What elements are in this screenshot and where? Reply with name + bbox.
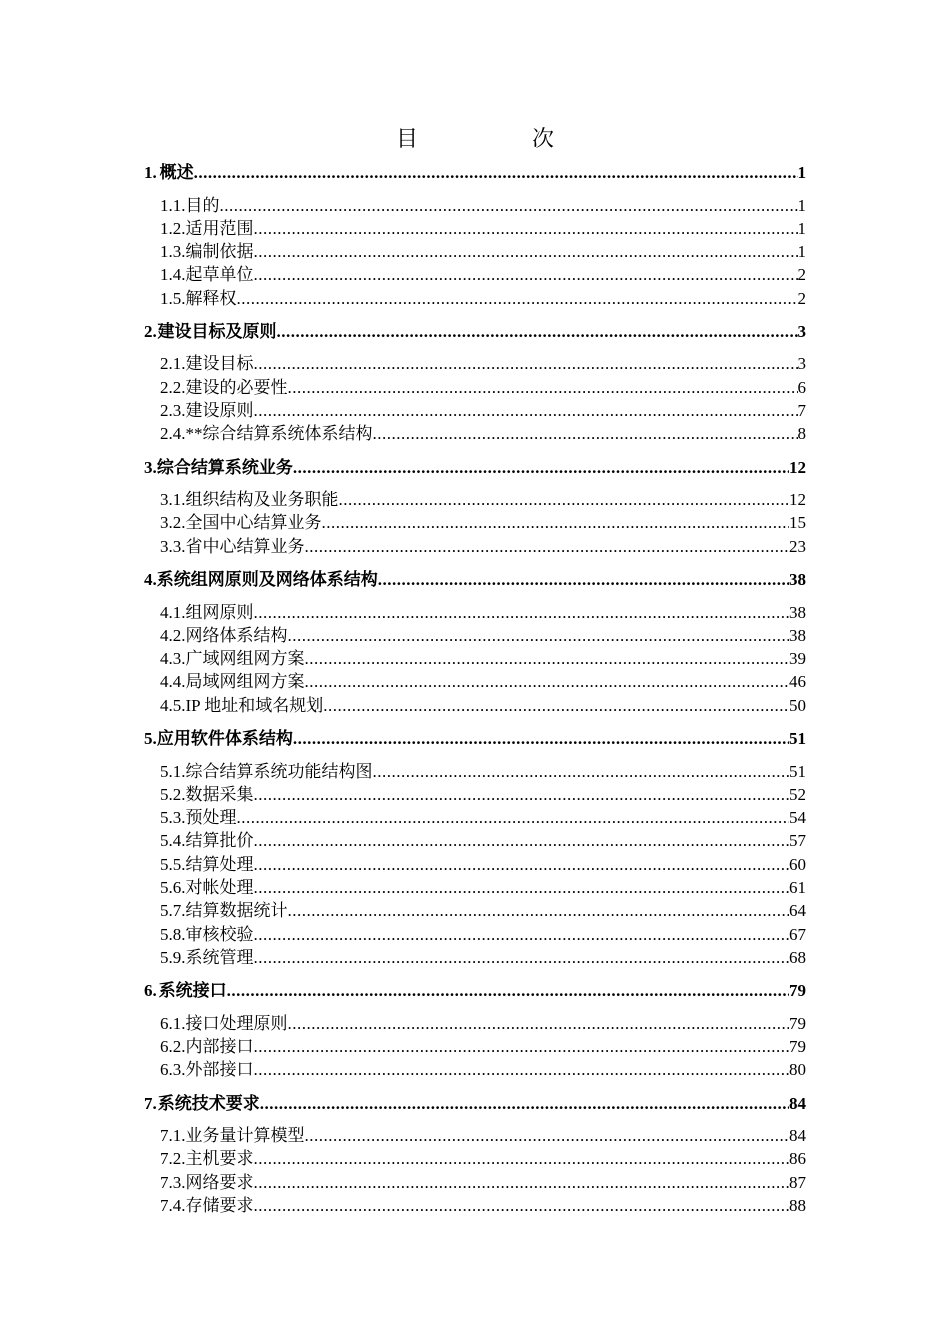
toc-entry-number: 5.9. (160, 947, 186, 967)
toc-leader-dots (254, 946, 790, 969)
toc-entry-title: 广域网组网方案 (185, 649, 305, 669)
toc-entry-number: 1.1. (160, 195, 186, 215)
toc-entry-level2[interactable] (144, 422, 806, 445)
toc-entry-level1[interactable] (144, 978, 806, 1003)
table-of-contents (144, 160, 806, 1217)
toc-entry-number: 1. (144, 163, 157, 182)
toc-entry-title: 省中心结算业务 (185, 536, 305, 556)
toc-entry-title: 组织结构及业务职能 (185, 490, 339, 510)
toc-entry-page: 6 (797, 377, 806, 397)
toc-entry-title: 组网原则 (185, 602, 254, 622)
toc-entry-title: 数据采集 (185, 784, 254, 804)
toc-entry-number: 6.3. (160, 1060, 186, 1080)
toc-entry-title: 结算处理 (185, 854, 254, 874)
toc-entry-number: 5.8. (160, 924, 186, 944)
toc-entry-level2[interactable] (144, 194, 806, 217)
toc-leader-dots (254, 829, 790, 852)
toc-entry-level2[interactable] (144, 1058, 806, 1081)
toc-entry-title: 系统接口 (158, 981, 227, 1001)
toc-entry-title: 系统组网原则及网络体系结构 (156, 570, 378, 590)
toc-entry-title: 系统技术要求 (157, 1093, 260, 1113)
toc-section (144, 160, 806, 310)
toc-entry-page: 80 (789, 1060, 806, 1080)
toc-entry-page: 39 (789, 649, 806, 669)
toc-entry-title: 综合结算系统功能结构图 (185, 761, 373, 781)
toc-entry-title: 应用软件体系结构 (156, 729, 293, 749)
toc-entry-level2[interactable] (144, 488, 806, 511)
toc-section (144, 455, 806, 558)
toc-leader-dots (227, 978, 789, 1003)
toc-entry-level2[interactable] (144, 1012, 806, 1035)
toc-entry-number: 3.1. (160, 490, 186, 510)
toc-entry-number: 5.7. (160, 901, 186, 921)
toc-entry-number: 6.2. (160, 1037, 186, 1057)
toc-entry-level2[interactable] (144, 760, 806, 783)
toc-entry-number: 5.5. (160, 854, 186, 874)
toc-leader-dots (254, 923, 790, 946)
toc-leader-dots (237, 287, 798, 310)
toc-entry-title: 主机要求 (185, 1149, 254, 1169)
toc-entry-title: 接口处理原则 (185, 1013, 288, 1033)
toc-leader-dots (254, 783, 790, 806)
toc-entry-number: 4.5. (160, 695, 186, 715)
toc-entry-level2[interactable] (144, 1124, 806, 1147)
toc-entry-title: 审核校验 (185, 924, 254, 944)
toc-entry-number: 5. (144, 729, 157, 749)
toc-entry-page: 1 (797, 195, 806, 215)
toc-leader-dots (254, 1171, 790, 1194)
toc-section (144, 978, 806, 1081)
toc-entry-number: 3.3. (160, 536, 186, 556)
toc-entry-page: 7 (797, 401, 806, 421)
toc-leader-dots (254, 1058, 790, 1081)
toc-entry-level2[interactable] (144, 946, 806, 969)
toc-entry-page: 12 (789, 490, 806, 510)
toc-entry-level2[interactable] (144, 263, 806, 286)
toc-entry-page: 61 (789, 878, 806, 898)
toc-entry-level2[interactable] (144, 647, 806, 670)
toc-entry-number: 4.2. (160, 625, 186, 645)
toc-entry-page: 23 (789, 536, 806, 556)
toc-entry-level1[interactable] (144, 1091, 806, 1116)
toc-entry-level1[interactable] (144, 319, 806, 344)
toc-entry-number: 6.1. (160, 1013, 186, 1033)
toc-entry-number: 1.2. (160, 218, 186, 238)
toc-entry-level1[interactable] (144, 567, 806, 592)
toc-entry-title: 网络体系结构 (185, 625, 288, 645)
toc-entry-number: 2.1. (160, 354, 186, 374)
toc-entry-title: 综合结算系统业务 (156, 457, 293, 477)
toc-entry-page: 79 (789, 981, 806, 1001)
toc-leader-dots (254, 240, 798, 263)
toc-entry-page: 87 (789, 1172, 806, 1192)
toc-entry-page: 38 (789, 625, 806, 645)
toc-entry-title: 结算批价 (185, 831, 254, 851)
toc-leader-dots (254, 876, 790, 899)
toc-entry-number: 2.4. (160, 424, 186, 444)
toc-entry-level2[interactable] (144, 601, 806, 624)
toc-entry-page: 60 (789, 854, 806, 874)
toc-leader-dots (288, 899, 790, 922)
toc-leader-dots (288, 1012, 790, 1035)
toc-entry-page: 8 (797, 424, 806, 444)
toc-entry-page: 38 (789, 602, 806, 622)
toc-entry-number: 7.4. (160, 1196, 186, 1215)
toc-section (144, 319, 806, 446)
toc-entry-page: 79 (789, 1013, 806, 1033)
toc-leader-dots (254, 217, 798, 240)
toc-entry-title: 全国中心结算业务 (185, 513, 322, 533)
toc-leader-dots (373, 760, 790, 783)
toc-entry-page: 64 (789, 901, 806, 921)
toc-entry-title: 外部接口 (185, 1060, 254, 1080)
toc-entry-number: 3.2. (160, 513, 186, 533)
toc-leader-dots (260, 1091, 789, 1116)
toc-entry-level2[interactable] (144, 1147, 806, 1170)
toc-entry-title: IP 地址和域名规划 (185, 695, 324, 715)
toc-entry-page: 84 (789, 1093, 806, 1113)
toc-entry-title: 建设原则 (185, 401, 254, 421)
toc-entry-page: 51 (789, 729, 806, 749)
toc-entry-level2[interactable] (144, 694, 806, 717)
toc-entry-page: 2 (797, 288, 806, 308)
toc-leader-dots (254, 1035, 790, 1058)
toc-entry-level2[interactable] (144, 1035, 806, 1058)
toc-entry-page: 1 (797, 163, 806, 182)
toc-entry-number: 7.3. (160, 1172, 186, 1192)
toc-leader-dots (323, 694, 789, 717)
toc-entry-level2[interactable] (144, 240, 806, 263)
toc-entry-title: 系统管理 (185, 947, 254, 967)
toc-entry-number: 2.3. (160, 401, 186, 421)
toc-entry-title: 局域网组网方案 (185, 672, 305, 692)
toc-leader-dots (288, 624, 790, 647)
toc-entry-title: **综合结算系统体系结构 (185, 424, 373, 444)
toc-entry-number: 5.1. (160, 761, 186, 781)
toc-entry-page: 84 (789, 1126, 806, 1146)
toc-leader-dots (293, 455, 789, 480)
toc-entry-page: 46 (789, 672, 806, 692)
toc-entry-title: 适用范围 (185, 218, 254, 238)
toc-entry-number: 7.2. (160, 1149, 186, 1169)
toc-leader-dots (254, 263, 798, 286)
toc-entry-page: 52 (789, 784, 806, 804)
toc-entry-level2[interactable] (144, 535, 806, 558)
toc-entry-page: 51 (789, 761, 806, 781)
toc-entry-level1[interactable] (144, 160, 806, 185)
toc-entry-title: 预处理 (185, 808, 237, 828)
toc-entry-number: 4. (144, 570, 157, 590)
toc-leader-dots (293, 726, 789, 751)
toc-entry-page: 88 (789, 1196, 806, 1215)
toc-entry-level2[interactable] (144, 1194, 806, 1217)
toc-entry-level2[interactable] (144, 217, 806, 240)
toc-entry-level2[interactable] (144, 876, 806, 899)
toc-entry-page: 15 (789, 513, 806, 533)
toc-entry-page: 54 (789, 808, 806, 828)
toc-leader-dots (305, 647, 790, 670)
toc-leader-dots (339, 488, 790, 511)
toc-entry-page: 67 (789, 924, 806, 944)
toc-leader-dots (254, 853, 790, 876)
toc-entry-number: 2. (144, 321, 157, 341)
toc-entry-level2[interactable] (144, 670, 806, 693)
toc-entry-level1[interactable] (144, 726, 806, 751)
toc-entry-number: 2.2. (160, 377, 186, 397)
toc-entry-title: 编制依据 (185, 242, 254, 262)
toc-entry-page: 3 (797, 321, 806, 341)
toc-leader-dots (254, 1147, 790, 1170)
toc-entry-title: 业务量计算模型 (185, 1126, 305, 1146)
toc-entry-page: 79 (789, 1037, 806, 1057)
toc-leader-dots (220, 194, 798, 217)
toc-leader-dots (378, 567, 789, 592)
toc-entry-page: 68 (789, 947, 806, 967)
toc-entry-page: 2 (797, 265, 806, 285)
toc-section (144, 1091, 806, 1218)
toc-section (144, 726, 806, 969)
toc-entry-title: 网络要求 (185, 1172, 254, 1192)
toc-entry-title: 概述 (159, 163, 194, 182)
toc-entry-level1[interactable] (144, 455, 806, 480)
toc-entry-title: 目的 (185, 195, 220, 215)
toc-entry-title: 建设目标及原则 (157, 321, 277, 341)
toc-entry-page: 57 (789, 831, 806, 851)
toc-title: 目 次 (395, 126, 600, 151)
toc-entry-number: 1.4. (160, 265, 186, 285)
toc-entry-level2[interactable] (144, 376, 806, 399)
toc-leader-dots (305, 670, 790, 693)
toc-entry-number: 5.4. (160, 831, 186, 851)
toc-entry-number: 6. (144, 981, 157, 1001)
toc-entry-page: 50 (789, 695, 806, 715)
toc-leader-dots (288, 376, 798, 399)
toc-entry-title: 起草单位 (185, 265, 254, 285)
toc-entry-title: 结算数据统计 (185, 901, 288, 921)
toc-entry-page: 38 (789, 570, 806, 590)
toc-entry-level2[interactable] (144, 511, 806, 534)
toc-entry-level2[interactable] (144, 899, 806, 922)
toc-entry-level2[interactable] (144, 829, 806, 852)
toc-entry-number: 4.4. (160, 672, 186, 692)
toc-entry-number: 3. (144, 457, 157, 477)
toc-entry-title: 建设的必要性 (185, 377, 288, 397)
toc-entry-title: 存储要求 (185, 1196, 254, 1215)
toc-entry-number: 4.3. (160, 649, 186, 669)
toc-entry-page: 1 (797, 218, 806, 238)
toc-leader-dots (254, 352, 798, 375)
toc-leader-dots (254, 601, 790, 624)
toc-entry-title: 对帐处理 (185, 878, 254, 898)
toc-entry-level2[interactable] (144, 923, 806, 946)
toc-entry-page: 1 (797, 242, 806, 262)
toc-leader-dots (305, 535, 790, 558)
toc-entry-number: 5.3. (160, 808, 186, 828)
toc-leader-dots (237, 806, 790, 829)
toc-entry-level2[interactable] (144, 853, 806, 876)
toc-entry-page: 86 (789, 1149, 806, 1169)
toc-section (144, 567, 806, 717)
toc-entry-number: 5.2. (160, 784, 186, 804)
toc-entry-level2[interactable] (144, 352, 806, 375)
toc-leader-dots (194, 160, 798, 185)
toc-entry-title: 建设目标 (185, 354, 254, 374)
toc-entry-number: 1.3. (160, 242, 186, 262)
toc-entry-page: 12 (789, 457, 806, 477)
toc-entry-number: 7.1. (160, 1126, 186, 1146)
toc-leader-dots (305, 1124, 790, 1147)
toc-leader-dots (277, 319, 798, 344)
toc-entry-level2[interactable] (144, 1171, 806, 1194)
toc-entry-level2[interactable] (144, 399, 806, 422)
toc-entry-number: 4.1. (160, 602, 186, 622)
toc-leader-dots (254, 399, 798, 422)
toc-entry-page: 3 (797, 354, 806, 374)
toc-entry-title: 解释权 (185, 288, 237, 308)
toc-entry-number: 1.5. (160, 288, 186, 308)
toc-entry-level2[interactable] (144, 783, 806, 806)
toc-leader-dots (373, 422, 798, 445)
toc-entry-title: 内部接口 (185, 1037, 254, 1057)
toc-entry-number: 5.6. (160, 878, 186, 898)
toc-entry-level2[interactable] (144, 287, 806, 310)
toc-leader-dots (322, 511, 790, 534)
toc-entry-level2[interactable] (144, 806, 806, 829)
toc-entry-level2[interactable] (144, 624, 806, 647)
toc-leader-dots (254, 1194, 790, 1217)
toc-entry-number: 7. (144, 1093, 157, 1113)
